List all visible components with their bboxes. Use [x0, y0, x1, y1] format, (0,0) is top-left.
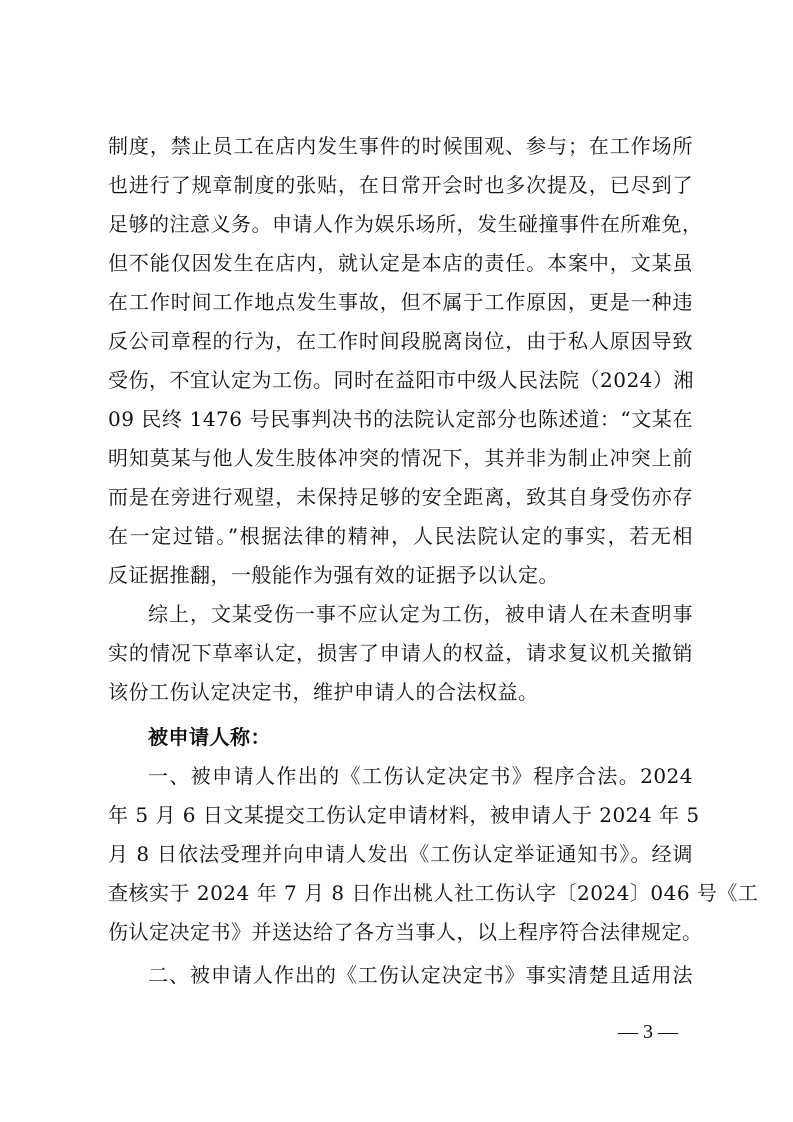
paragraph-first-line: 综上，文某受伤一事不应认定为工伤，被申请人在未查明事 [148, 602, 693, 626]
body-line: 查核实于 2024 年 7 月 8 日作出桃人社工伤认字〔2024〕046 号《工 [108, 881, 759, 905]
body-line: 月 8 日依法受理并向申请人发出《工伤认定举证通知书》。经调 [108, 842, 693, 866]
body-line: 也进行了规章制度的张贴，在日常开会时也多次提及，已尽到了 [108, 173, 693, 197]
body-line: 年 5 月 6 日文某提交工伤认定申请材料，被申请人于 2024 年 5 [108, 803, 700, 827]
body-line: 而是在旁进行观望，未保持足够的安全距离，致其自身受伤亦存 [108, 485, 693, 509]
body-line: 反公司章程的行为，在工作时间段脱离岗位，由于私人原因导致 [108, 329, 693, 353]
body-line: 在工作时间工作地点发生事故，但不属于工作原因，更是一种违 [108, 290, 693, 314]
body-line: 制度，禁止员工在店内发生事件的时候围观、参与；在工作场所 [108, 134, 693, 158]
section-heading: 被申请人称： [148, 725, 271, 749]
paragraph-first-line: 二、被申请人作出的《工伤认定决定书》事实清楚且适用法 [148, 963, 693, 987]
body-line: 在一定过错。”根据法律的精神，人民法院认定的事实，若无相 [108, 524, 693, 548]
body-line: 足够的注意义务。申请人作为娱乐场所，发生碰撞事件在所难免， [108, 212, 703, 236]
body-line: 受伤，不宜认定为工伤。同时在益阳市中级人民法院（2024）湘 [108, 368, 694, 392]
body-line: 明知莫某与他人发生肢体冲突的情况下，其并非为制止冲突上前 [108, 446, 693, 470]
paragraph-first-line: 一、被申请人作出的《工伤认定决定书》程序合法。2024 [148, 764, 693, 788]
body-line: 实的情况下草率认定，损害了申请人的权益，请求复议机关撤销 [108, 641, 693, 665]
body-line: 伤认定决定书》并送达给了各方当事人，以上程序符合法律规定。 [108, 920, 703, 944]
body-line: 该份工伤认定决定书，维护申请人的合法权益。 [108, 680, 539, 704]
body-line: 反证据推翻，一般能作为强有效的证据予以认定。 [108, 563, 559, 587]
page-number: — 3 — [618, 1021, 678, 1043]
body-line: 但不能仅因发生在店内，就认定是本店的责任。本案中，文某虽 [108, 251, 693, 275]
body-line: 09 民终 1476 号民事判决书的法院认定部分也陈述道：“文某在 [108, 407, 693, 431]
